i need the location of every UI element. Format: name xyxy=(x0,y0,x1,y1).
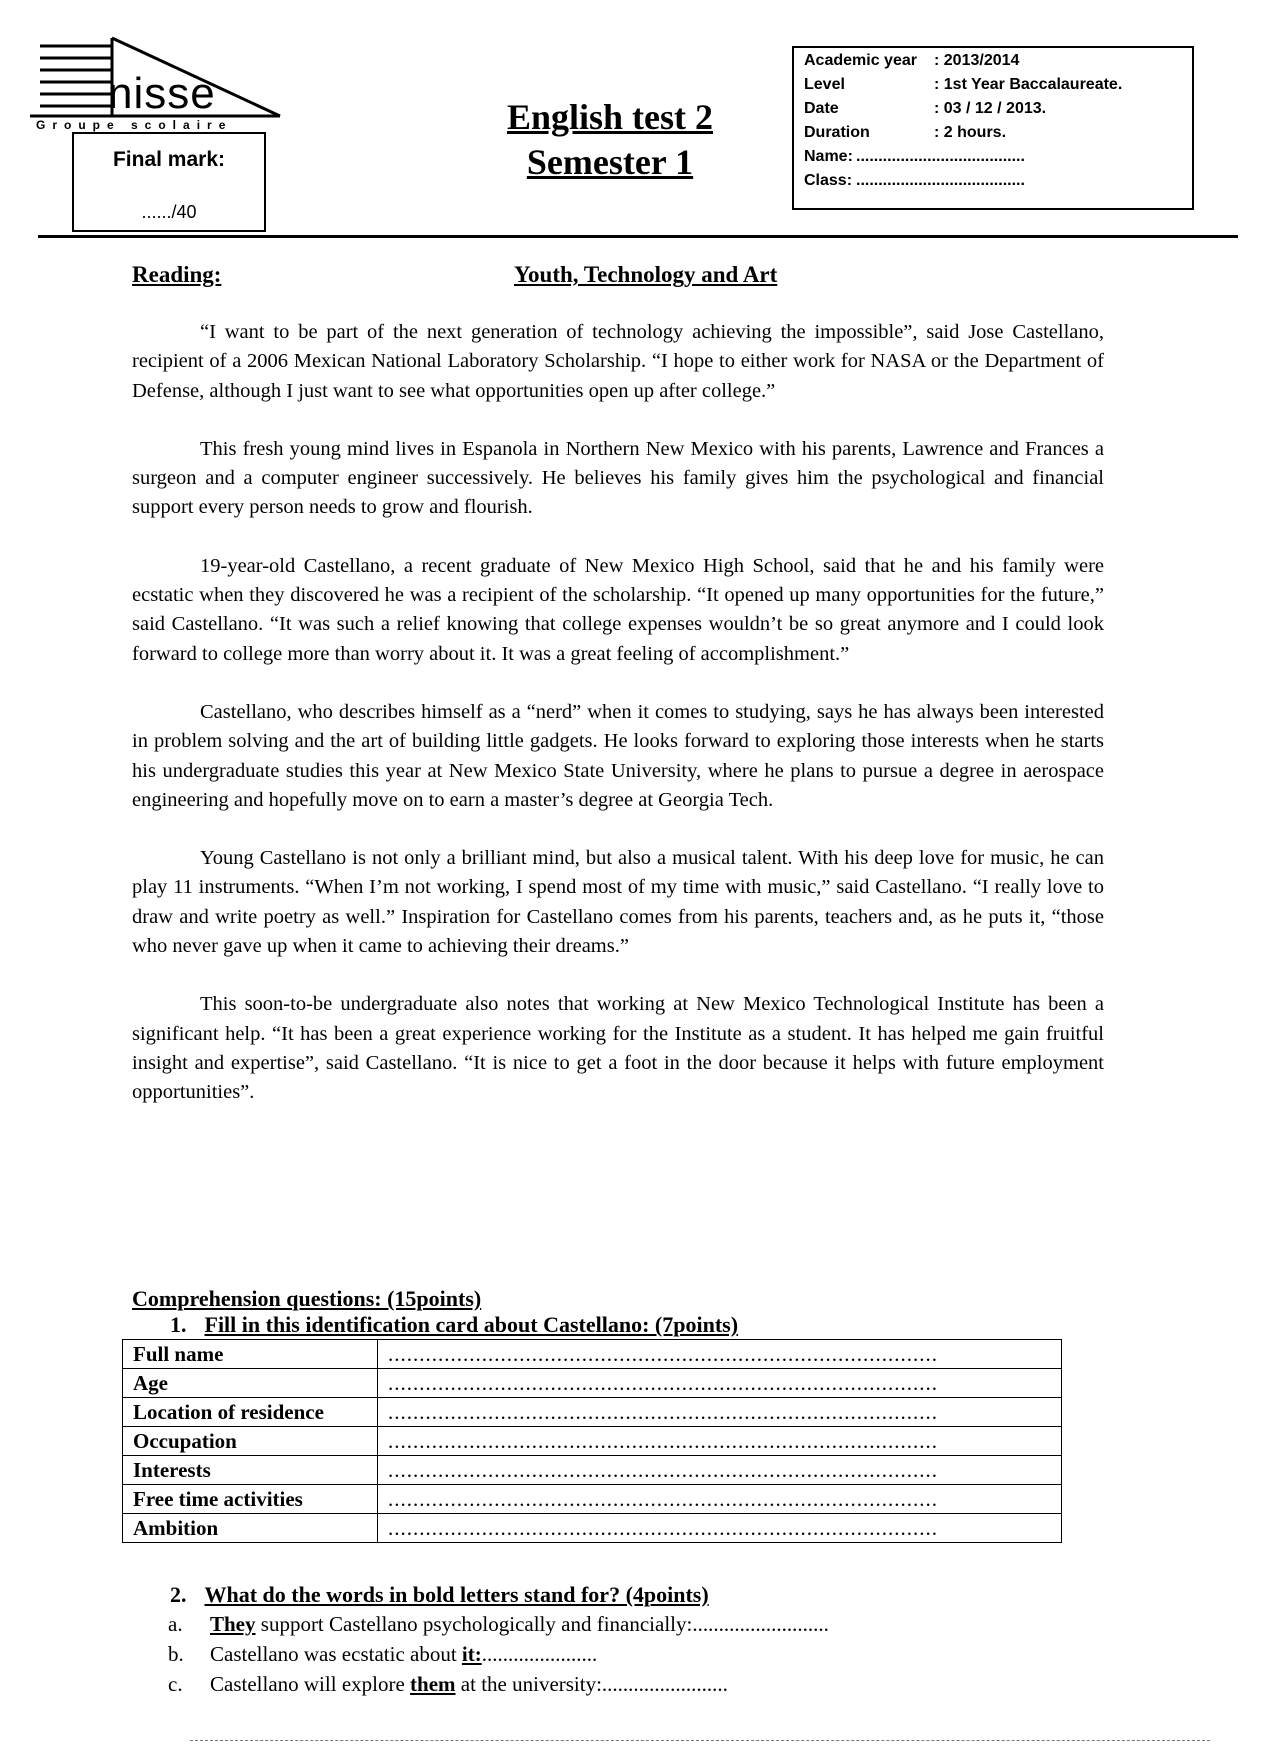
logo-subtitle: Groupe scolaire xyxy=(36,118,233,132)
table-row xyxy=(123,1514,1062,1543)
question-number: 2. xyxy=(170,1582,187,1607)
sub-question-b[interactable] xyxy=(168,1642,597,1667)
info-label: Academic year xyxy=(804,52,917,69)
info-label: Duration xyxy=(804,124,870,141)
passage-paragraph: “I want to be part of the next generation of technology achieving the impossible”, said Jose Castellano, recipient of a 2006 Mexican National Laboratory Scholarship. “I hope to either work for NASA or the Department of Defense, although I just want to see what opportunities open up after college.” xyxy=(132,321,1104,402)
final-mark-score: ....../40 xyxy=(141,202,197,222)
info-row-date xyxy=(804,100,1192,124)
passage-paragraph: Castellano, who describes himself as a “nerd” when it comes to studying, says he has always been interested in problem solving and the art of building little gadgets. He looks forward to exploring those interests when he starts his undergraduate studies this year at New Mexico State University, where he plans to pursue a degree in aerospace engineering and hopefully move on to earn a master’s degree at Georgia Tech. xyxy=(132,700,1104,811)
table-row xyxy=(123,1369,1062,1398)
info-row-level xyxy=(804,76,1192,100)
sub-question-before: Castellano will explore xyxy=(210,1672,411,1696)
bold-word: them xyxy=(410,1672,456,1696)
card-answer-field[interactable]: ........................................................................................ xyxy=(378,1427,1062,1456)
sub-question-c[interactable] xyxy=(168,1672,728,1697)
card-label: Interests xyxy=(123,1456,378,1485)
header-divider xyxy=(38,235,1238,238)
table-row xyxy=(123,1456,1062,1485)
table-row xyxy=(123,1340,1062,1369)
card-label: Ambition xyxy=(123,1514,378,1543)
info-row-duration xyxy=(804,124,1192,148)
info-value: : 2013/2014 xyxy=(934,52,1020,69)
question-number: 1. xyxy=(170,1312,187,1337)
identification-card xyxy=(122,1339,1062,1543)
info-value: : 1st Year Baccalaureate. xyxy=(934,76,1123,93)
table-row xyxy=(123,1427,1062,1456)
info-label: Date xyxy=(804,100,839,117)
question-2 xyxy=(170,1582,709,1608)
sub-question-letter: b. xyxy=(168,1642,184,1666)
sub-question-letter: a. xyxy=(168,1612,183,1636)
question-text: What do the words in bold letters stand for? (4points) xyxy=(204,1582,709,1607)
question-1 xyxy=(170,1312,738,1338)
card-label: Location of residence xyxy=(123,1398,378,1427)
card-answer-field[interactable]: ........................................................................................ xyxy=(378,1514,1062,1543)
card-answer-field[interactable]: ........................................................................................ xyxy=(378,1398,1062,1427)
info-row-academic-year xyxy=(804,52,1192,76)
table-row xyxy=(123,1398,1062,1427)
test-title: English test 2 xyxy=(506,97,714,137)
passage-paragraph: This soon-to-be undergraduate also notes that working at New Mexico Technological Institute has been a significant help. “It has been a great experience working for the Institute as a student. It has helped me gain fruitful insight and expertise”, said Castellano. “It is nice to get a foot in the door because it helps with future employment opportunities”. xyxy=(132,993,1104,1104)
comprehension-title: Comprehension questions: (15points) xyxy=(132,1286,482,1311)
page-bottom-line xyxy=(190,1740,1210,1742)
card-answer-field[interactable]: ........................................................................................ xyxy=(378,1340,1062,1369)
info-label: Name: xyxy=(804,148,853,165)
info-box xyxy=(792,46,1194,210)
info-value: : 03 / 12 / 2013. xyxy=(934,100,1047,117)
final-mark-label: Final mark: xyxy=(112,148,226,171)
passage-paragraph: Young Castellano is not only a brilliant mind, but also a musical talent. With his deep love for music, he can play 11 instruments. “When I’m not working, I spend most of my time with music,” said Castellano. “I really love to draw and write poetry as well.” Inspiration for Castellano comes from his parents, teachers and, as he puts it, “those who never gave up when it came to achieving their dreams.” xyxy=(132,847,1104,958)
class-field[interactable]: ...................................... xyxy=(856,172,1025,189)
sub-question-letter: c. xyxy=(168,1672,183,1696)
card-label: Age xyxy=(123,1369,378,1398)
sub-question-a[interactable] xyxy=(168,1612,829,1637)
logo-name: nisse xyxy=(108,69,216,118)
card-answer-field[interactable]: ........................................................................................ xyxy=(378,1485,1062,1514)
table-row xyxy=(123,1485,1062,1514)
name-field[interactable]: ...................................... xyxy=(856,148,1025,165)
card-answer-field[interactable]: ........................................................................................ xyxy=(378,1456,1062,1485)
final-mark-box xyxy=(72,132,266,232)
question-text: Fill in this identification card about Castellano: (7points) xyxy=(204,1312,739,1337)
card-label: Occupation xyxy=(123,1427,378,1456)
sub-question-after[interactable]: ...................... xyxy=(481,1642,598,1666)
sub-question-after[interactable]: at the university:........................ xyxy=(455,1672,728,1696)
info-row-name[interactable] xyxy=(804,148,1192,172)
info-label: Level xyxy=(804,76,845,93)
bold-word: They xyxy=(210,1612,256,1636)
passage-paragraph: 19-year-old Castellano, a recent graduate of New Mexico High School, said that he and his family were ecstatic when they discovered he was a recipient of the scholarship. “It opened up many opportunities for the future,” said Castellano. “It was such a relief knowing that college expenses wouldn’t be so great anymore and I could look forward to college more than worry about it. It was a great feeling of accomplishment.” xyxy=(132,554,1104,665)
reading-title: Youth, Technology and Art xyxy=(514,262,778,287)
info-label: Class: xyxy=(804,172,853,189)
reading-passage xyxy=(132,318,1104,1137)
card-label: Full name xyxy=(123,1340,378,1369)
card-answer-field[interactable]: ........................................................................................ xyxy=(378,1369,1062,1398)
passage-paragraph: This fresh young mind lives in Espanola in Northern New Mexico with his parents, Lawrence and Frances a surgeon and a computer engineer successively. He believes his family gives him the psychological and financial support every person needs to grow and flourish. xyxy=(132,437,1104,519)
semester-title: Semester 1 xyxy=(526,142,694,182)
card-label: Free time activities xyxy=(123,1485,378,1514)
sub-question-before: Castellano was ecstatic about xyxy=(210,1642,462,1666)
bold-word: it: xyxy=(461,1642,482,1666)
reading-label: Reading: xyxy=(132,262,222,287)
info-row-class[interactable] xyxy=(804,172,1192,196)
info-value: : 2 hours. xyxy=(934,124,1007,141)
sub-question-after[interactable]: support Castellano psychologically and financially:.......................... xyxy=(255,1612,829,1636)
